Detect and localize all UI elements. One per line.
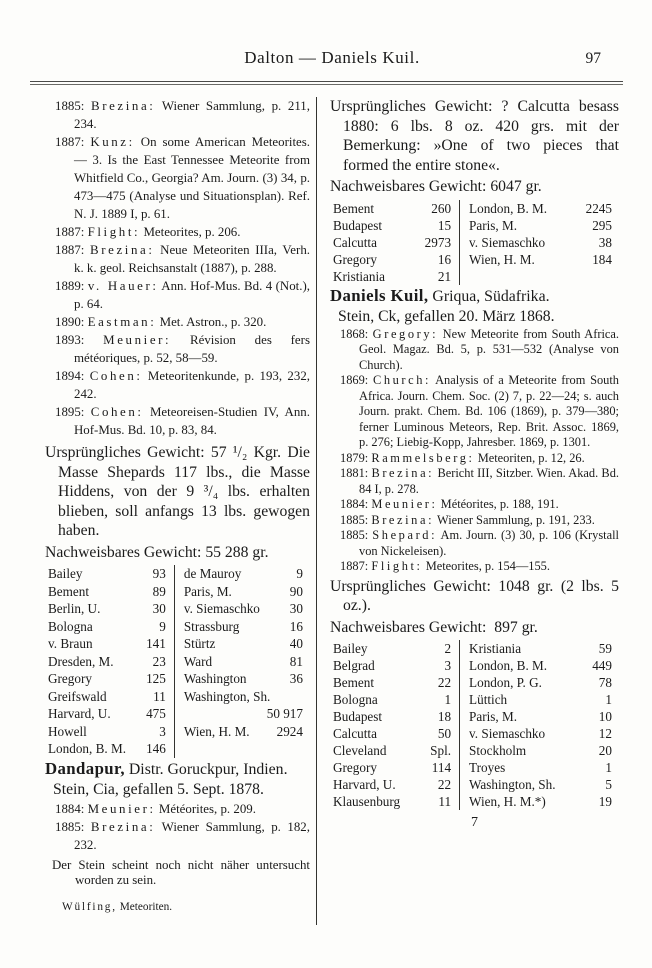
weight-value: 3 [444,658,452,673]
book-signature-line [45,901,310,913]
collection-name: Belgrad [333,658,375,673]
bib-year: 1885: [55,99,85,113]
collection-name: de Mauroy [183,566,242,581]
table-row [333,793,451,810]
table-row [333,217,451,234]
weight-distribution-table [330,640,619,810]
table-row [48,635,166,653]
weight-value: 30 [289,601,303,616]
bib-year: 1884: [340,497,369,511]
collection-name: Dresden, M. [48,653,114,669]
weight-value: 184 [592,251,612,267]
bib-text: Analysis of a Meteorite from South Africa. Journ. Chem. Soc. (2) 7, p. 22—24; s. auch Journ. prakt. Chem. Bd. 106 (1869), p. 379—380; ferner Luminous Meteors, Rep. Brit. Assoc. 1869, p. 276; Liebig-Kopp, Jahresber. 1869, p. 1301. [359,373,619,449]
table-row [333,725,451,742]
weight-value: 36 [289,671,303,686]
weight-distribution-table [45,565,310,758]
collection-name: Kristiania [333,268,386,284]
collection-name: London, B. M. [469,200,548,216]
bib-year: 1879: [340,450,369,465]
page-number: 97 [585,50,601,67]
bib-text: Meteorites, p. 154—155. [425,559,550,573]
bib-text: Météorites, p. 209. [158,801,256,816]
collection-name: Ward [183,653,213,669]
weight-value: 16 [437,251,452,267]
weight-value: 12 [598,726,612,741]
collection-name: Gregory [48,671,92,686]
collection-name: Strassburg [183,618,240,634]
table-row [184,670,303,688]
weight-value: 23 [152,653,166,669]
bib-text: On some American Meteorites. — 3. Is the East Tennessee Meteorite from Whitfield Co., Georgia? Am. Journ. (3) 34, p. 473—475 (Analyse und Situationsplan). Ref. N. J. 1889 I, p. 61. [74,135,310,221]
weight-value: 9 [296,566,303,581]
bib-year: 1887: [55,225,85,239]
original-weight-paragraph [330,577,619,616]
table-right-half [175,565,310,758]
table-row [333,657,451,674]
weight-value: 1048 gr. [498,577,554,595]
weight-value: 81 [289,653,303,669]
bib-text: Neue Meteoriten IIIa, Verh. k. k. geol. Reichsanstalt (1887), p. 288. [74,243,310,275]
collection-name: Calcutta [333,234,377,250]
bib-text: Met. Astron., p. 320. [159,315,267,329]
table-right-half [460,640,619,810]
table-row [333,742,451,759]
table-row [184,618,303,636]
bib-year: 1887: [55,135,85,149]
weight-value: 55 288 gr. [205,543,269,561]
weight-note: Die Masse Shepards 117 lbs., die Masse Hiddens, von der 9 ³/₄ lbs. erhalten blieben, soll anfangs 13 lbs. gewogen haben. [58,444,311,539]
table-row [333,759,451,776]
bib-text: Meteoritenkunde, p. 193, 232, 242. [74,369,310,401]
table-row [48,670,166,688]
bib-author: Shepard: [372,528,438,542]
collection-name: Bologna [333,692,378,707]
table-right-half [460,200,619,285]
table-row [333,251,451,268]
bib-author: Rammelsberg: [371,450,475,465]
meteorite-location: Distr. Goruckpur, Indien. [128,760,288,778]
weight-value: 11 [153,688,166,704]
bib-author: Brezina: [371,512,435,527]
original-weight-paragraph [45,443,310,541]
bib-text: Bericht III, Sitzber. Wien. Akad. Bd. 84 I, p. 278. [359,466,619,496]
table-row [184,688,303,706]
collection-name: Harvard, U. [333,777,396,792]
weight-value: 59 [598,641,612,656]
weight-value: 38 [598,234,612,250]
collection-name: Budapest [333,709,383,724]
weight-label: Nachweisbares Gewicht: [45,543,202,561]
bib-author: Flight: [87,225,141,239]
page-header [45,48,619,72]
weight-value: 6047 gr. [490,178,542,195]
original-weight-paragraph [330,97,619,175]
bib-author: Cohen: [89,369,143,383]
weight-value: 449 [592,658,612,673]
sheet-signature-number: 7 [471,815,478,830]
weight-label: Ursprüngliches Gewicht: [330,98,493,115]
collection-name: Bailey [333,641,368,656]
bib-text: Wiener Sammlung, p. 182, 232. [74,819,310,852]
weight-value: 21 [437,268,452,284]
bib-text: Ann. Hof-Mus. Bd. 4 (Not.), p. 64. [74,279,310,311]
bib-year: 1887: [55,243,85,257]
table-row [469,674,612,691]
table-row [48,583,166,601]
weight-value: 146 [146,741,166,756]
bib-text: Wiener Sammlung, p. 211, 234. [74,99,310,131]
bib-text: Météorites, p. 188, 191. [440,497,559,511]
bib-entry [330,497,619,513]
bib-text: Meteoriten, p. 12, 26. [477,450,585,465]
collection-name: Paris, M. [469,217,518,233]
bib-year: 1887: [340,559,369,573]
bib-author: Brezina: [90,819,156,834]
bib-author: Church: [372,373,432,387]
meteorite-name: Daniels Kuil, [330,285,429,305]
bib-year: 1893: [55,333,85,347]
weight-value: 260 [431,200,452,216]
weight-value: 5 [605,777,612,792]
running-header: Dalton — Daniels Kuil. [244,48,420,67]
bib-year: 1890: [55,315,85,329]
table-row [184,565,303,583]
bib-author: Brezina: [91,99,156,113]
table-row [469,200,612,217]
weight-value: 19 [598,794,612,809]
collection-name: Gregory [333,251,377,267]
weight-value: 141 [146,636,166,651]
bib-entry [330,513,619,529]
weight-value: 50 [437,726,452,741]
table-row [469,776,612,793]
table-row [48,565,166,583]
bib-entry [45,331,310,367]
collection-name: Bement [48,583,90,599]
collection-name: v. Siemaschko [469,726,546,741]
bib-entry [330,559,619,575]
weight-label: Nachweisbares Gewicht: [330,178,487,195]
collection-name: London, B. M. [48,741,127,756]
weight-value: 897 gr. [494,618,538,636]
meteorite-name: Dandapur, [45,758,125,778]
collection-name: Paris, M. [469,709,518,724]
collection-name: Calcutta [333,726,377,741]
table-row [469,708,612,725]
bib-entry [45,367,310,403]
bib-entry [45,97,310,133]
table-row [469,657,612,674]
weight-value: 2 [444,641,452,656]
weight-value: 295 [592,217,612,233]
collection-name: Greifswald [48,688,107,704]
weight-value: 2245 [585,200,612,216]
bib-year: 1881: [340,466,369,480]
table-row [48,723,166,741]
weight-value: 40 [289,636,303,651]
header-double-rule [30,81,623,85]
table-row [48,653,166,671]
weight-value: 1 [605,692,612,707]
table-row [469,691,612,708]
collection-name: Paris, M. [183,583,232,599]
weight-value: 1 [605,760,612,775]
collection-name: Howell [48,723,87,739]
collection-name: Troyes [469,760,506,775]
bib-entry [330,528,619,559]
table-row [469,742,612,759]
collection-name: Washington [183,671,247,686]
bib-text: Wiener Sammlung, p. 191, 233. [437,512,595,527]
collection-name: Gregory [333,760,377,775]
bib-year: 1894: [55,369,85,383]
bib-author: Meunier: [87,801,156,816]
bib-year: 1884: [55,801,85,816]
collection-name: Washington, Sh. [183,688,271,704]
weight-value: 18 [437,709,452,724]
bib-text: Am. Journ. (3) 30, p. 106 (Krystall von Nickeleisen). [359,528,619,558]
bib-author: v. Hauer: [87,279,159,293]
bib-year: 1885: [55,819,85,834]
bib-entry [45,241,310,277]
collection-name: Wien, H. M. [183,723,250,739]
bib-entry [330,451,619,467]
bib-text: New Meteorite from South Africa. Geol. Magaz. Bd. 5, p. 531—532 (Analyse von Church). [359,326,619,372]
table-row [184,723,303,741]
verified-weight-line [330,177,619,197]
bib-author: Meunier: [371,497,438,511]
bib-year: 1869: [340,373,369,387]
table-row [333,200,451,217]
table-row [333,691,451,708]
weight-value: 15 [437,217,452,233]
table-row [184,635,303,653]
table-row [333,674,451,691]
collection-name: Kristiania [469,641,522,656]
meteorite-location: Griqua, Südafrika. [432,287,550,305]
weight-note: ? Calcutta besass 1880: 6 lbs. 8 oz. 420 grs. mit der Bemerkung: »One of two pieces that formed the entire stone«. [343,98,619,174]
weight-value: 93 [152,566,166,581]
weight-value: 10 [598,709,612,724]
collection-name: v. Siemaschko [469,234,546,250]
table-row [469,793,612,810]
table-row [184,583,303,601]
collection-name: Bologna [48,618,93,634]
meteorite-heading [330,285,619,307]
collection-name: Budapest [333,217,383,233]
bib-year: 1885: [340,528,369,542]
right-column [317,97,619,925]
weight-distribution-table [330,200,619,285]
bib-year: 1868: [340,326,369,341]
collection-name: Wien, H. M. [469,251,535,267]
left-column [45,97,317,925]
meteorite-type-line: Stein, Ck, gefallen 20. März 1868. [338,307,555,325]
weight-value: 9 [159,618,166,634]
table-row [184,705,303,723]
bib-entry [330,373,619,451]
weight-value: 114 [431,760,452,775]
weight-value: 90 [289,583,303,599]
table-row [333,234,451,251]
table-row [184,653,303,671]
weight-value: 3 [159,723,166,739]
weight-value: 22 [437,777,452,792]
bib-entry [45,800,310,818]
table-left-half [330,640,460,810]
weight-value: 16 [289,618,303,634]
bib-author: Flight: [371,559,423,573]
bib-author: Meunier: [103,333,172,347]
bib-text: Meteorites, p. 206. [143,225,241,239]
two-column-layout [45,97,619,925]
bib-entry [45,818,310,854]
bib-author: Eastman: [87,315,157,329]
table-row [469,234,612,251]
verified-weight-line [330,618,619,638]
bib-entry [45,277,310,313]
bib-author: Gregory: [372,326,439,341]
weight-value: 57 ¹/₂ Kgr. [210,444,282,461]
weight-value: 2924 [276,723,303,739]
collection-name: Cleveland [333,743,387,758]
bib-author: Brezina: [371,466,435,480]
bib-entry [45,223,310,241]
bib-text: Révision des fers météoriques, p. 52, 58—59. [74,333,310,365]
weight-value: 30 [152,601,166,616]
collection-name: Wien, H. M.*) [469,794,546,809]
collection-name: London, P. G. [469,675,542,690]
weight-value: 50 917 [266,706,303,721]
collection-name: Bement [333,675,375,690]
collection-name: London, B. M. [469,658,548,673]
table-row [48,618,166,636]
table-row [469,251,612,268]
collection-name: v. Braun [48,636,93,651]
bib-author: Cohen: [90,405,144,419]
bib-text: Meteoreisen-Studien IV, Ann. Hof-Mus. Bd. 10, p. 83, 84. [74,405,310,437]
table-left-half [330,200,460,285]
verified-weight-line [45,543,310,563]
collection-name: Washington, Sh. [469,777,556,792]
weight-value: 22 [437,675,452,690]
meteorite-type-line: Stein, Cia, gefallen 5. Sept. 1878. [53,780,264,798]
bib-year: 1885: [340,512,369,527]
book-author: Wülfing, [62,901,117,914]
weight-value: Spl. [430,743,452,758]
remark-note: Der Stein scheint noch nicht näher untersucht worden zu sein. [52,857,310,887]
collection-name: Lüttich [469,692,508,707]
table-left-half [45,565,175,758]
weight-value: 20 [598,743,612,758]
weight-label: Nachweisbares Gewicht: [330,618,487,636]
weight-value: 1 [444,692,452,707]
weight-value: 89 [152,583,166,599]
table-row [184,600,303,618]
table-row [469,759,612,776]
bib-entry [45,313,310,331]
collection-name: Berlin, U. [48,601,101,616]
weight-value: 11 [438,794,452,809]
weight-value: 475 [146,706,166,721]
table-row [48,600,166,618]
bib-entry [45,403,310,439]
bib-year: 1895: [55,405,85,419]
table-row [333,708,451,725]
weight-note: (2 lbs. 5 oz.). [343,577,619,614]
bib-author: Brezina: [90,243,155,257]
bib-entry [45,133,310,223]
bib-year: 1889: [55,279,85,293]
collection-name: Klausenburg [333,794,401,809]
table-row [48,740,166,758]
collection-name: Stockholm [469,743,527,758]
collection-name: Harvard, U. [48,706,111,721]
weight-label: Ursprüngliches Gewicht: [330,577,491,595]
collection-name: Bement [333,200,375,216]
table-row [469,217,612,234]
weight-label: Ursprüngliches Gewicht: [45,444,205,461]
table-row [48,705,166,723]
meteorite-heading [45,758,310,780]
table-row [48,688,166,706]
weight-value: 78 [598,675,612,690]
table-row [333,776,451,793]
table-row [333,268,451,285]
weight-value: 125 [146,671,166,686]
collection-name: Stürtz [183,636,216,651]
bib-entry [330,466,619,497]
book-title: Meteoriten. [119,901,173,914]
bib-author: Kunz: [90,135,135,149]
collection-name: Bailey [48,566,83,581]
collection-name: v. Siemaschko [183,601,260,616]
weight-value: 2973 [424,234,452,250]
table-row [469,640,612,657]
table-row [333,640,451,657]
bib-entry [330,327,619,374]
table-row [469,725,612,742]
